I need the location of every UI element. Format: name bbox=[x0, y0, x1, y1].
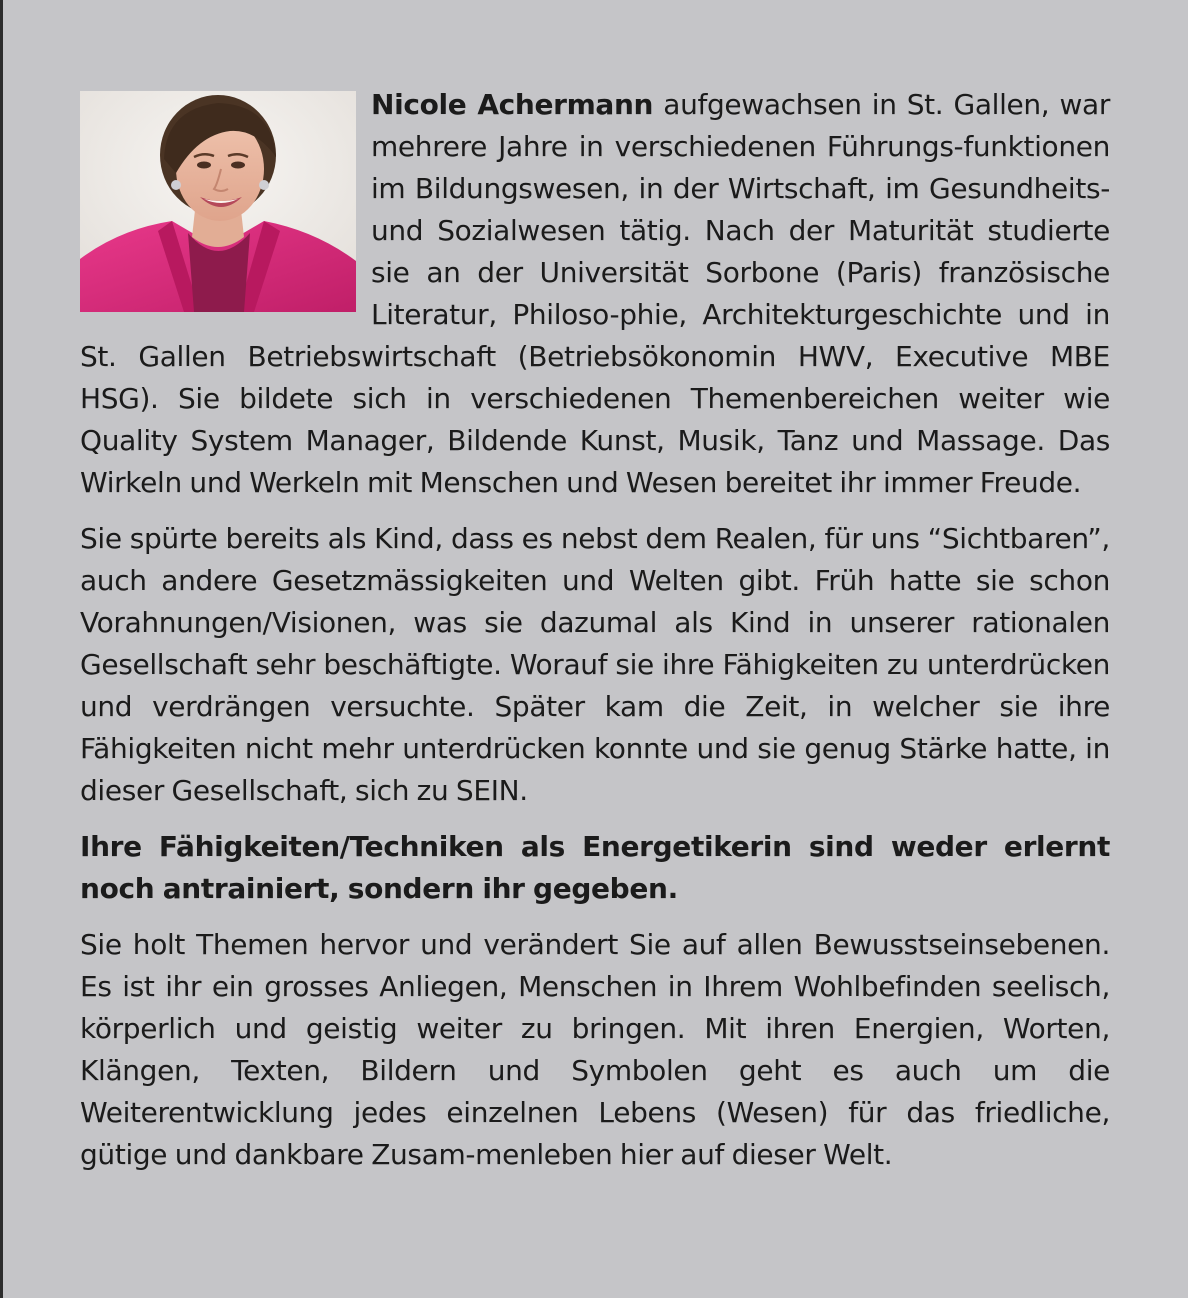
abilities-statement: Ihre Fähigkeiten/Techniken als Energetikerin sind weder erlernt noch antrainiert, sondern ihr gegeben. bbox=[80, 830, 1110, 905]
portrait-illustration bbox=[80, 91, 356, 312]
bio-text-block bbox=[80, 84, 1110, 1176]
mission-paragraph: Sie holt Themen hervor und verändert Sie auf allen Bewusstseinsebenen. Es ist ihr ein grosses Anliegen, Menschen in Ihrem Wohlbefinden seelisch, körperlich und geistig weiter zu bringen. Mit ihren Energien, Worten, Klängen, Texten, Bildern und Symbolen geht es auch um die Weiterentwicklung jedes einzelnen Lebens (Wesen) für das friedliche, gütige und dankbare Zusam-menleben hier auf dieser Welt. bbox=[80, 928, 1110, 1171]
left-edge-line bbox=[0, 0, 3, 1298]
childhood-paragraph: Sie spürte bereits als Kind, dass es nebst dem Realen, für uns “Sichtbaren”, auch andere Gesetzmässigkeiten und Welten gibt. Früh hatte sie schon Vorahnungen/Visionen, was sie dazumal als Kind in unserer rationalen Gesellschaft sehr beschäftigte. Worauf sie ihre Fähigkeiten zu unterdrücken und verdrängen versuchte. Später kam die Zeit, in welcher sie ihre Fähigkeiten nicht mehr unterdrücken konnte und sie genug Stärke hatte, in dieser Gesellschaft, sich zu SEIN. bbox=[80, 522, 1110, 807]
bio-intro-text: aufgewachsen in St. Gallen, war mehrere Jahre in verschiedenen Führungs-funktionen im Bildungswesen, in der Wirtschaft, im Gesundheits- und Sozialwesen tätig. Nach der Maturität studierte sie an der Universität Sorbone (Paris) französische Literatur, Philoso-phie, Architekturgeschichte und in St. Gallen Betriebswirtschaft (Betriebsökonomin HWV, Executive MBE HSG). Sie bildete sich in verschiedenen Themenbereichen weiter wie Quality System Manager, Bildende Kunst, Musik, Tanz und Massage. Das Wirkeln und Werkeln mit Menschen und Wesen bereitet ihr immer Freude. bbox=[80, 88, 1110, 499]
person-name: Nicole Achermann bbox=[371, 88, 654, 121]
portrait-photo bbox=[80, 91, 356, 312]
